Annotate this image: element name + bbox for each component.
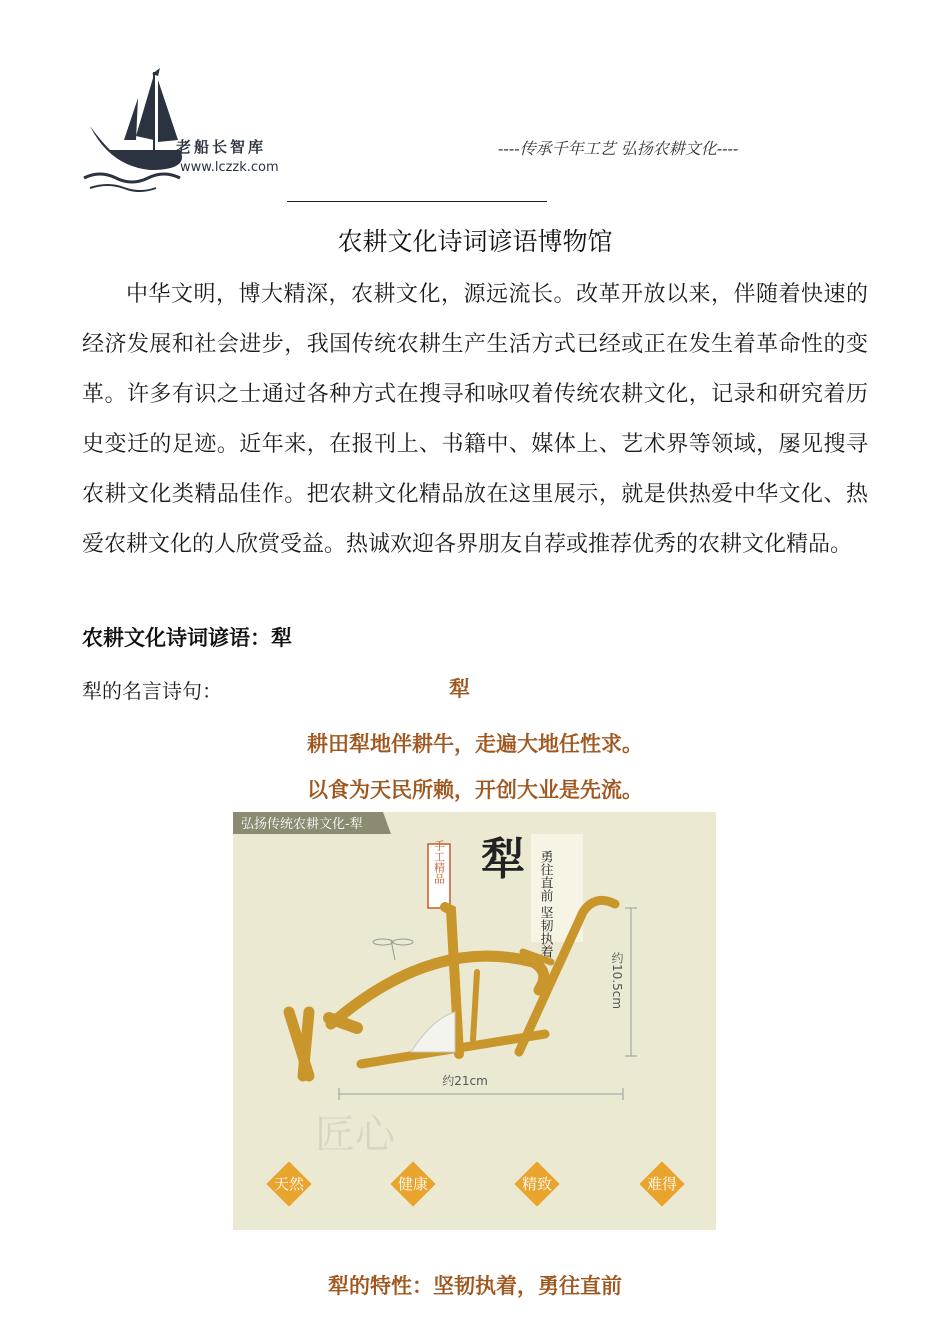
height-label: 约10.5cm xyxy=(610,952,624,1010)
watermark-text: 匠心 xyxy=(315,1112,395,1158)
svg-text:难得: 难得 xyxy=(646,1175,678,1193)
intro-text xyxy=(82,270,868,570)
handmade-tag-text: 手工精品 xyxy=(432,840,446,884)
header-divider xyxy=(287,201,547,202)
plough-product-image xyxy=(233,812,716,1230)
calligraphy-character: 犁 xyxy=(481,834,525,885)
section-heading: 农耕文化诗词谚语：犁 xyxy=(82,626,292,650)
svg-text:天然: 天然 xyxy=(273,1175,305,1193)
svg-text:健康: 健康 xyxy=(397,1175,429,1193)
quote-label: 犁的名言诗句： xyxy=(82,679,222,703)
header-slogan: ----传承千年工艺 弘扬农耕文化---- xyxy=(498,139,739,158)
poem-line-2: 以食为天民所赖，开创大业是先流。 xyxy=(307,778,643,802)
intro-paragraph: 中华文明，博大精深，农耕文化，源远流长。改革开放以来，伴随着快速的经济发展和社会进步，我国传统农耕生产生活方式已经或正在发生着革命性的变革。许多有识之士通过各种方式在搜寻和咏叹着传统农耕文化，记录和研究着历史变迁的足迹。近年来，在报刊上、书籍中、媒体上、艺术界等领域，屡见搜寻农耕文化类精品佳作。把农耕文化精品放在这里展示，就是供热爱中华文化、热爱农耕文化的人欣赏受益。热诚欢迎各界朋友自荐或推荐优秀的农耕文化精品。 xyxy=(82,282,868,557)
image-banner-text: 弘扬传统农耕文化-犁 xyxy=(241,817,363,832)
logo-name: 老船长智库 xyxy=(176,138,267,156)
sailboat-icon xyxy=(80,66,290,196)
quote-word: 犁 xyxy=(449,677,470,701)
plough-trait: 犁的特性：坚韧执着，勇往直前 xyxy=(328,1274,622,1298)
svg-text:精致: 精致 xyxy=(521,1175,553,1193)
logo-url[interactable]: www.lczzk.com xyxy=(180,160,279,175)
document-title: 农耕文化诗词谚语博物馆 xyxy=(337,227,613,256)
poem-line-1: 耕田犁地伴耕牛，走遍大地任性求。 xyxy=(307,732,643,756)
ship-logo xyxy=(80,66,290,196)
motto-text: 勇往直前 坚韧执着 xyxy=(537,850,553,959)
width-label: 约21cm xyxy=(442,1074,488,1088)
